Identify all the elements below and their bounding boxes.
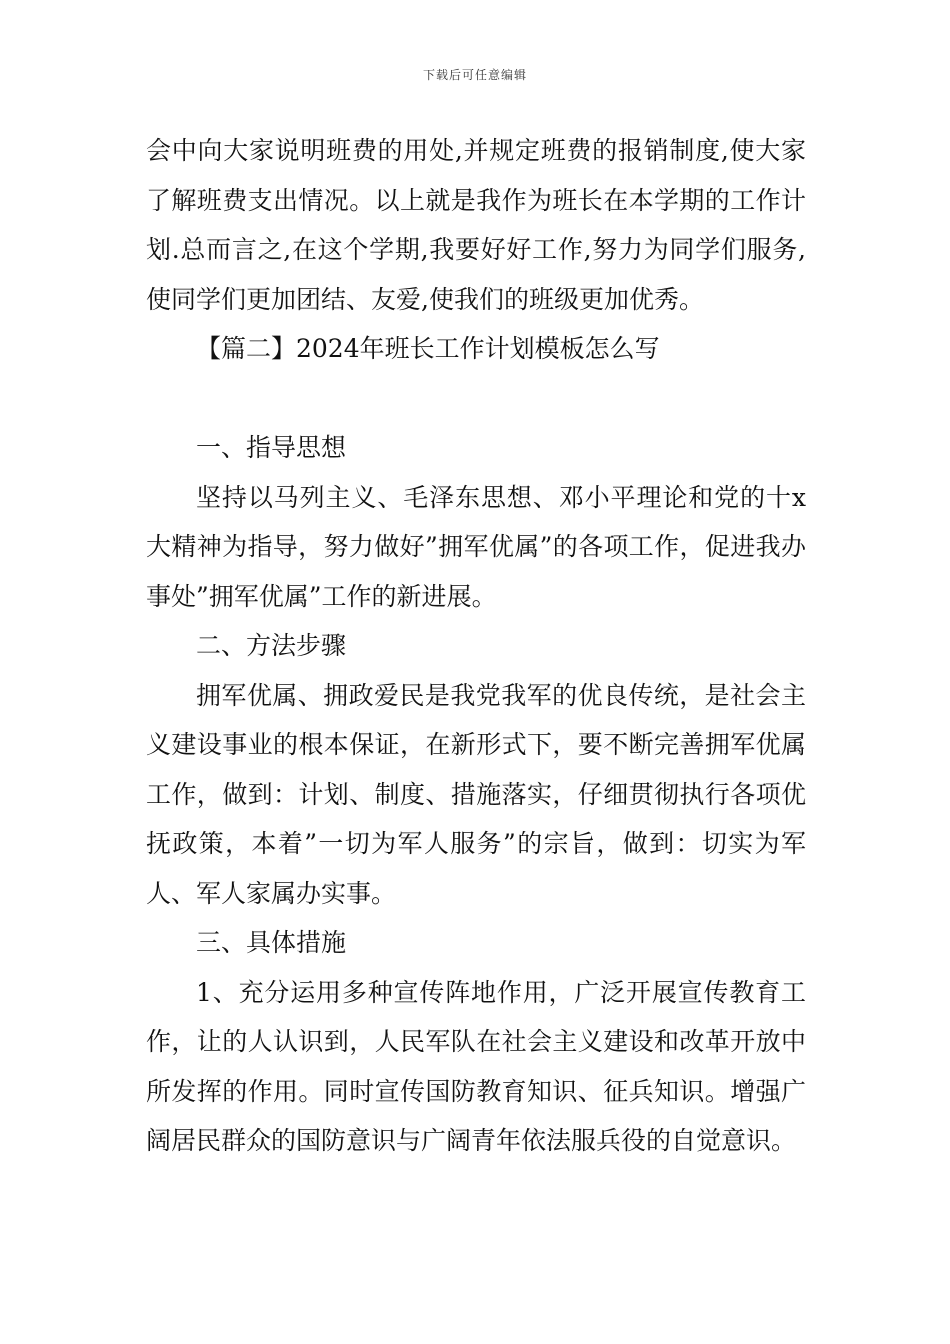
paragraph-methods-steps: 拥军优属、拥政爱民是我党我军的优良传统，是社会主义建设事业的根本保证，在新形式下，要不断完善拥军优属工作，做到：计划、制度、措施落实，仔细贯彻执行各项优抚政策，本着”一切为军人服务”的宗旨，做到：切实为军人、军人家属办实事。 xyxy=(146,680,806,908)
paragraph-continuation: 会中向大家说明班费的用处,并规定班费的报销制度,使大家了解班费支出情况。以上就是我作为班长在本学期的工作计划.总而言之,在这个学期,我要好好工作,努力为同学们服务,使同学们更加团结、友爱,使我们的班级更加优秀。 xyxy=(146,136,806,314)
document-body xyxy=(146,126,806,1166)
heading-specific-measures: 三、具体措施 xyxy=(196,928,347,957)
heading-guiding-ideology: 一、指导思想 xyxy=(196,433,347,462)
blank-line xyxy=(146,374,806,424)
heading-methods-steps: 二、方法步骤 xyxy=(196,631,347,660)
paragraph-measure-1: 1、充分运用多种宣传阵地作用，广泛开展宣传教育工作，让的人认识到，人民军队在社会主义建设和改革开放中所发挥的作用。同时宣传国防教育知识、征兵知识。增强广阔居民群众的国防意识与广阔青年依法服兵役的自觉意识。 xyxy=(146,977,806,1155)
section-title: 【篇二】2024年班长工作计划模板怎么写 xyxy=(196,334,660,363)
paragraph-guiding-ideology: 坚持以马列主义、毛泽东思想、邓小平理论和党的十x大精神为指导，努力做好”拥军优属”的各项工作，促进我办事处”拥军优属”工作的新进展。 xyxy=(146,482,806,611)
page-header: 下载后可任意编辑 xyxy=(422,68,527,82)
